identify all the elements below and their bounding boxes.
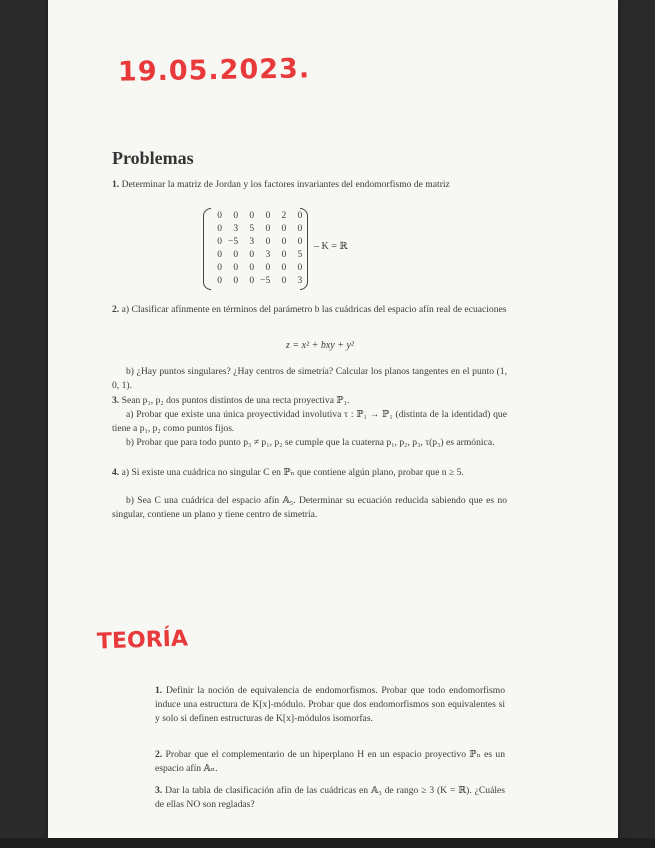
matrix-cell: 0 bbox=[217, 275, 222, 286]
matrix-cell: 3 bbox=[297, 275, 303, 286]
theory-1-number: 1. bbox=[155, 685, 163, 696]
matrix-cell: 0 bbox=[265, 262, 271, 273]
theory-2-number: 2. bbox=[155, 749, 163, 760]
problem-2a bbox=[112, 303, 507, 317]
matrix-cell: 0 bbox=[281, 249, 287, 260]
problem-3a-text: a) Probar que existe una única proyectividad involutiva τ : ℙ₁ → ℙ₁ (distinta de la identidad) que tiene a p₁, p₂ como puntos fijos. bbox=[112, 409, 507, 434]
problem-2b bbox=[112, 365, 507, 393]
matrix-cell: 0 bbox=[281, 236, 287, 247]
theory-3 bbox=[155, 784, 505, 812]
theory-1 bbox=[155, 684, 505, 726]
problem-2-number: 2. bbox=[112, 304, 120, 315]
theory-3-number: 3. bbox=[155, 785, 163, 796]
matrix-cell: 3 bbox=[265, 249, 271, 260]
matrix-row bbox=[209, 261, 305, 274]
problem-3a bbox=[112, 408, 507, 436]
problem-2b-text: b) ¿Hay puntos singulares? ¿Hay centros de simetría? Calcular los planos tangentes en el punto (1, 0, 1). bbox=[112, 366, 507, 391]
problem-1-number: 1. bbox=[112, 179, 120, 190]
problem-2a-text: a) Clasificar afínmente en términos del parámetro b las cuádricas del espacio afín real de ecuaciones bbox=[121, 304, 507, 315]
matrix-cell: 0 bbox=[249, 210, 255, 221]
problem-3b-text: b) Probar que para todo punto p₃ ≠ p₁, p₂ se cumple que la cuaterna p₁, p₂, p₃, τ(p₃) es armónica. bbox=[126, 437, 495, 448]
matrix-cell: 0 bbox=[233, 249, 239, 260]
matrix-cell: 0 bbox=[217, 223, 222, 234]
exam-sheet bbox=[48, 0, 618, 838]
theory-2 bbox=[155, 748, 505, 776]
matrix-cell: 0 bbox=[249, 249, 255, 260]
problem-3-number: 3. bbox=[112, 395, 120, 406]
matrix-cell: 5 bbox=[249, 223, 255, 234]
problem-4a-text: a) Si existe una cuádrica no singular C en ℙₙ que contiene algún plano, probar que n ≥ 5. bbox=[121, 467, 464, 478]
matrix-cell: 0 bbox=[281, 275, 287, 286]
matrix-cell: 0 bbox=[217, 210, 222, 221]
problem-3-intro-text: Sean p₁, p₂ dos puntos distintos de una recta proyectiva ℙ₁. bbox=[121, 395, 350, 406]
matrix-cell: 0 bbox=[297, 223, 303, 234]
matrix-cell: 0 bbox=[217, 236, 222, 247]
matrix-row bbox=[209, 274, 305, 287]
problem-4-number: 4. bbox=[112, 467, 120, 478]
problem-4b bbox=[112, 494, 507, 522]
matrix-cell: 0 bbox=[265, 210, 271, 221]
theory-3-text: Dar la tabla de clasificación afín de las cuádricas en 𝔸₃ de rango ≥ 3 (K = ℝ). ¿Cuáles de ellas NO son regladas? bbox=[155, 785, 505, 810]
matrix-cell: 0 bbox=[265, 223, 271, 234]
matrix-cell: 0 bbox=[249, 275, 255, 286]
problem-1 bbox=[112, 178, 507, 192]
problem-3-intro bbox=[112, 394, 507, 408]
matrix-row bbox=[209, 248, 305, 261]
problem-2-equation: z = x² + bxy + y² bbox=[286, 340, 354, 351]
matrix-cell: 0 bbox=[297, 210, 303, 221]
matrix-cell: 0 bbox=[265, 236, 271, 247]
theory-1-text: Definir la noción de equivalencia de endomorfismos. Probar que todo endomorfismo induce una estructura de K[x]-módulo. Probar que dos endomorfismos son equivalentes si y solo si definen estructuras de K[x]-módulos isomorfas. bbox=[155, 685, 505, 724]
matrix-row bbox=[209, 222, 305, 235]
section-heading-problemas: Problemas bbox=[112, 148, 194, 168]
matrix-cell: 0 bbox=[233, 275, 239, 286]
problem-1-text: Determinar la matriz de Jordan y los factores invariantes del endomorfismo de matriz bbox=[121, 179, 450, 190]
matrix-cell: −5 bbox=[228, 236, 239, 247]
problem-3b bbox=[112, 436, 507, 450]
matrix-cell: 2 bbox=[281, 210, 287, 221]
matrix-cell: 0 bbox=[249, 262, 255, 273]
matrix-row bbox=[209, 209, 305, 222]
matrix-cell: 0 bbox=[281, 262, 287, 273]
matrix-cell: 0 bbox=[281, 223, 287, 234]
matrix-cell: 0 bbox=[297, 262, 303, 273]
matrix-cell: 0 bbox=[217, 262, 222, 273]
problem-4a bbox=[112, 466, 507, 480]
matrix-cell: 0 bbox=[297, 236, 303, 247]
matrix-cell: 3 bbox=[249, 236, 255, 247]
matrix-cell: 0 bbox=[233, 210, 239, 221]
problem-4b-text: b) Sea C una cuádrica del espacio afín 𝔸₅. Determinar su ecuación reducida sabiendo que es no singular, contiene un plano y tiene centro de simetría. bbox=[112, 495, 507, 520]
matrix-cell: −5 bbox=[260, 275, 271, 286]
jordan-matrix bbox=[203, 208, 308, 288]
matrix-table bbox=[209, 209, 305, 287]
handwritten-date: 19.05.2023. bbox=[117, 53, 311, 88]
matrix-cell: 0 bbox=[233, 262, 239, 273]
handwritten-teoria: TEORÍA bbox=[96, 626, 189, 655]
matrix-cell: 3 bbox=[233, 223, 239, 234]
theory-2-text: Probar que el complementario de un hiperplano H en un espacio proyectivo ℙₙ es un espacio afín 𝔸ₙ. bbox=[155, 749, 505, 774]
matrix-cell: 5 bbox=[297, 249, 303, 260]
field-label: – K = ℝ bbox=[314, 241, 348, 252]
matrix-row bbox=[209, 235, 305, 248]
matrix-cell: 0 bbox=[217, 249, 222, 260]
background-bottom-edge bbox=[0, 838, 655, 848]
